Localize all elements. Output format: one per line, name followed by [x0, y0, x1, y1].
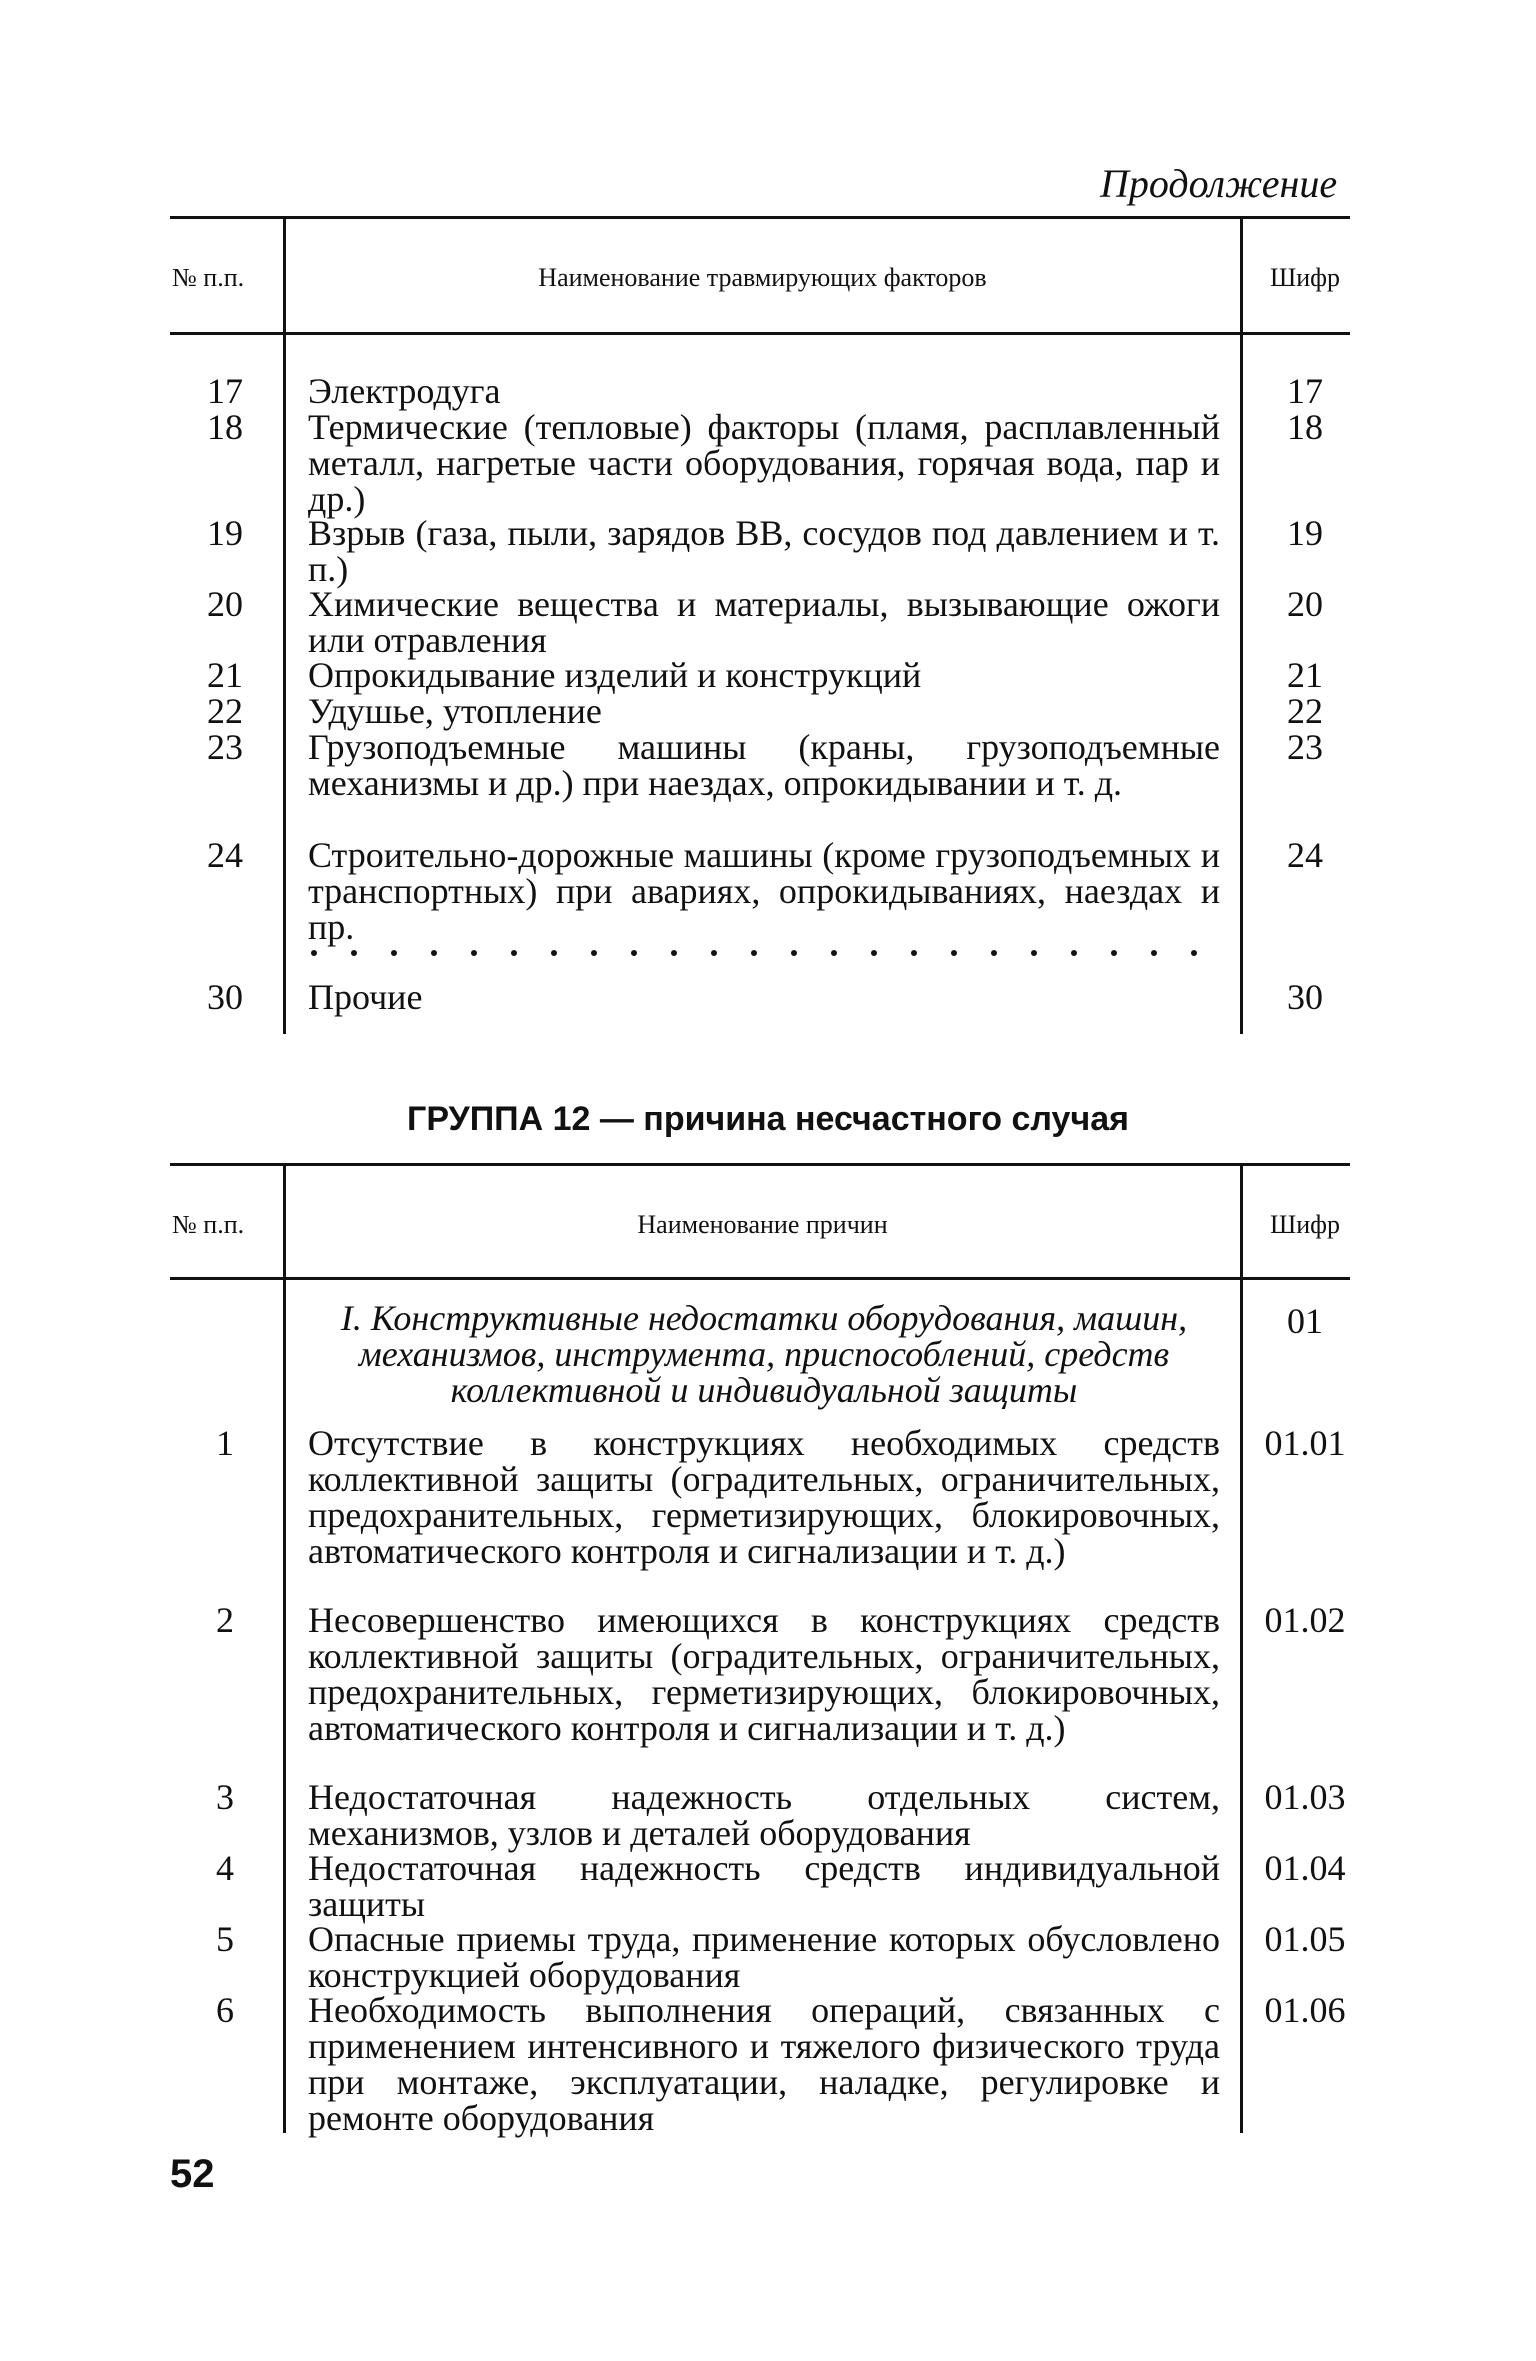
row-code: 21	[1287, 655, 1323, 695]
row-code: 01.04	[1264, 1848, 1346, 1888]
row-number: 18	[207, 407, 243, 447]
row-code: 19	[1287, 513, 1323, 553]
row-text: Взрыв (газа, пыли, зарядов ВВ, сосудов под давлением и т. п.)	[308, 513, 1220, 589]
table1-col-divider-1	[283, 216, 286, 1034]
row-number: 6	[216, 1990, 234, 2030]
row-number: 21	[207, 655, 243, 695]
row-code: 20	[1287, 584, 1323, 624]
row-code: 01.01	[1264, 1423, 1346, 1463]
row-code: 01.05	[1264, 1919, 1346, 1959]
row-code: 24	[1287, 835, 1323, 875]
row-text: Несовершенство имеющихся в конструкциях средств коллективной защиты (оградительных, ограничительных, предохранительных, герметизирующих, блокировочных, автоматического контроля и сигнализации и т. д.)	[308, 1600, 1220, 1748]
row-number: 1	[216, 1423, 234, 1463]
table2-col-divider-1	[283, 1163, 286, 2133]
row-text: Удушье, утопление	[308, 691, 602, 731]
row-number: 3	[216, 1777, 234, 1817]
row-number: 2	[216, 1600, 234, 1640]
section-code: 01	[1287, 1301, 1323, 1341]
table1-header-code: Шифр	[1270, 263, 1340, 292]
row-number: 23	[207, 727, 243, 767]
page-number: 52	[170, 2152, 215, 2196]
table2-header-name: Наименование причин	[637, 1210, 888, 1239]
row-text: Грузоподъемные машины (краны, грузоподъемные механизмы и др.) при наездах, опрокидывании и т. д.	[308, 727, 1220, 803]
row-text: Термические (тепловые) факторы (пламя, расплавленный металл, нагретые части оборудования, горячая вода, пар и др.)	[308, 407, 1220, 519]
row-code: 01.06	[1264, 1990, 1346, 2030]
row-code: 01.03	[1264, 1777, 1346, 1817]
row-text: Строительно-дорожные машины (кроме грузоподъемных и транспортных) при авариях, опрокидываниях, наездах и пр.	[308, 835, 1220, 947]
row-number: 17	[207, 371, 243, 411]
row-text: Электродуга	[308, 371, 501, 411]
row-text: Недостаточная надежность отдельных систем, механизмов, узлов и деталей оборудования	[308, 1777, 1220, 1853]
row-code: 30	[1287, 977, 1323, 1017]
row-text: Отсутствие в конструкциях необходимых средств коллективной защиты (оградительных, ограничительных, предохранительных, герметизирующих, блокировочных, автоматического контроля и сигнализации и т. д.)	[308, 1423, 1220, 1571]
continuation-label: Продолжение	[1100, 161, 1338, 206]
ellipsis-dots	[308, 943, 1220, 963]
row-number: 5	[216, 1919, 234, 1959]
table2-col-divider-2	[1240, 1163, 1243, 2133]
row-code: 01.02	[1264, 1600, 1346, 1640]
row-text: Необходимость выполнения операций, связанных с применением интенсивного и тяжелого физического труда при монтаже, эксплуатации, наладке, регулировке и ремонте оборудования	[308, 1990, 1220, 2138]
row-text: Прочие	[308, 977, 423, 1017]
row-code: 17	[1287, 371, 1323, 411]
table1-header-rule	[170, 332, 1350, 335]
group-title: ГРУППА 12 — причина несчастного случая	[407, 1100, 1129, 1138]
row-text: Опрокидывание изделий и конструкций	[308, 655, 922, 695]
row-number: 20	[207, 584, 243, 624]
row-text: Химические вещества и материалы, вызывающие ожоги или отравления	[308, 584, 1220, 660]
row-number: 22	[207, 691, 243, 731]
row-number: 19	[207, 513, 243, 553]
row-code: 22	[1287, 691, 1323, 731]
row-number: 30	[207, 977, 243, 1017]
row-number: 24	[207, 835, 243, 875]
section-title: I. Конструктивные недостатки оборудования, машин, механизмов, инструмента, приспособлений, средств коллективной и индивидуальной защиты	[340, 1298, 1188, 1410]
table2-header-num: № п.п.	[172, 1210, 245, 1239]
row-code: 23	[1287, 727, 1323, 767]
row-text: Недостаточная надежность средств индивидуальной защиты	[308, 1848, 1220, 1924]
table2-header-rule	[170, 1277, 1350, 1280]
table2-header-code: Шифр	[1270, 1210, 1340, 1239]
table1-header-num: № п.п.	[172, 263, 245, 292]
table1-header-name: Наименование травмирующих факторов	[538, 263, 987, 292]
table1-top-rule	[170, 216, 1350, 219]
row-text: Опасные приемы труда, применение которых обусловлено конструкцией оборудования	[308, 1919, 1220, 1995]
row-code: 18	[1287, 407, 1323, 447]
table1-col-divider-2	[1240, 216, 1243, 1034]
row-number: 4	[216, 1848, 234, 1888]
table2-top-rule	[170, 1163, 1350, 1166]
